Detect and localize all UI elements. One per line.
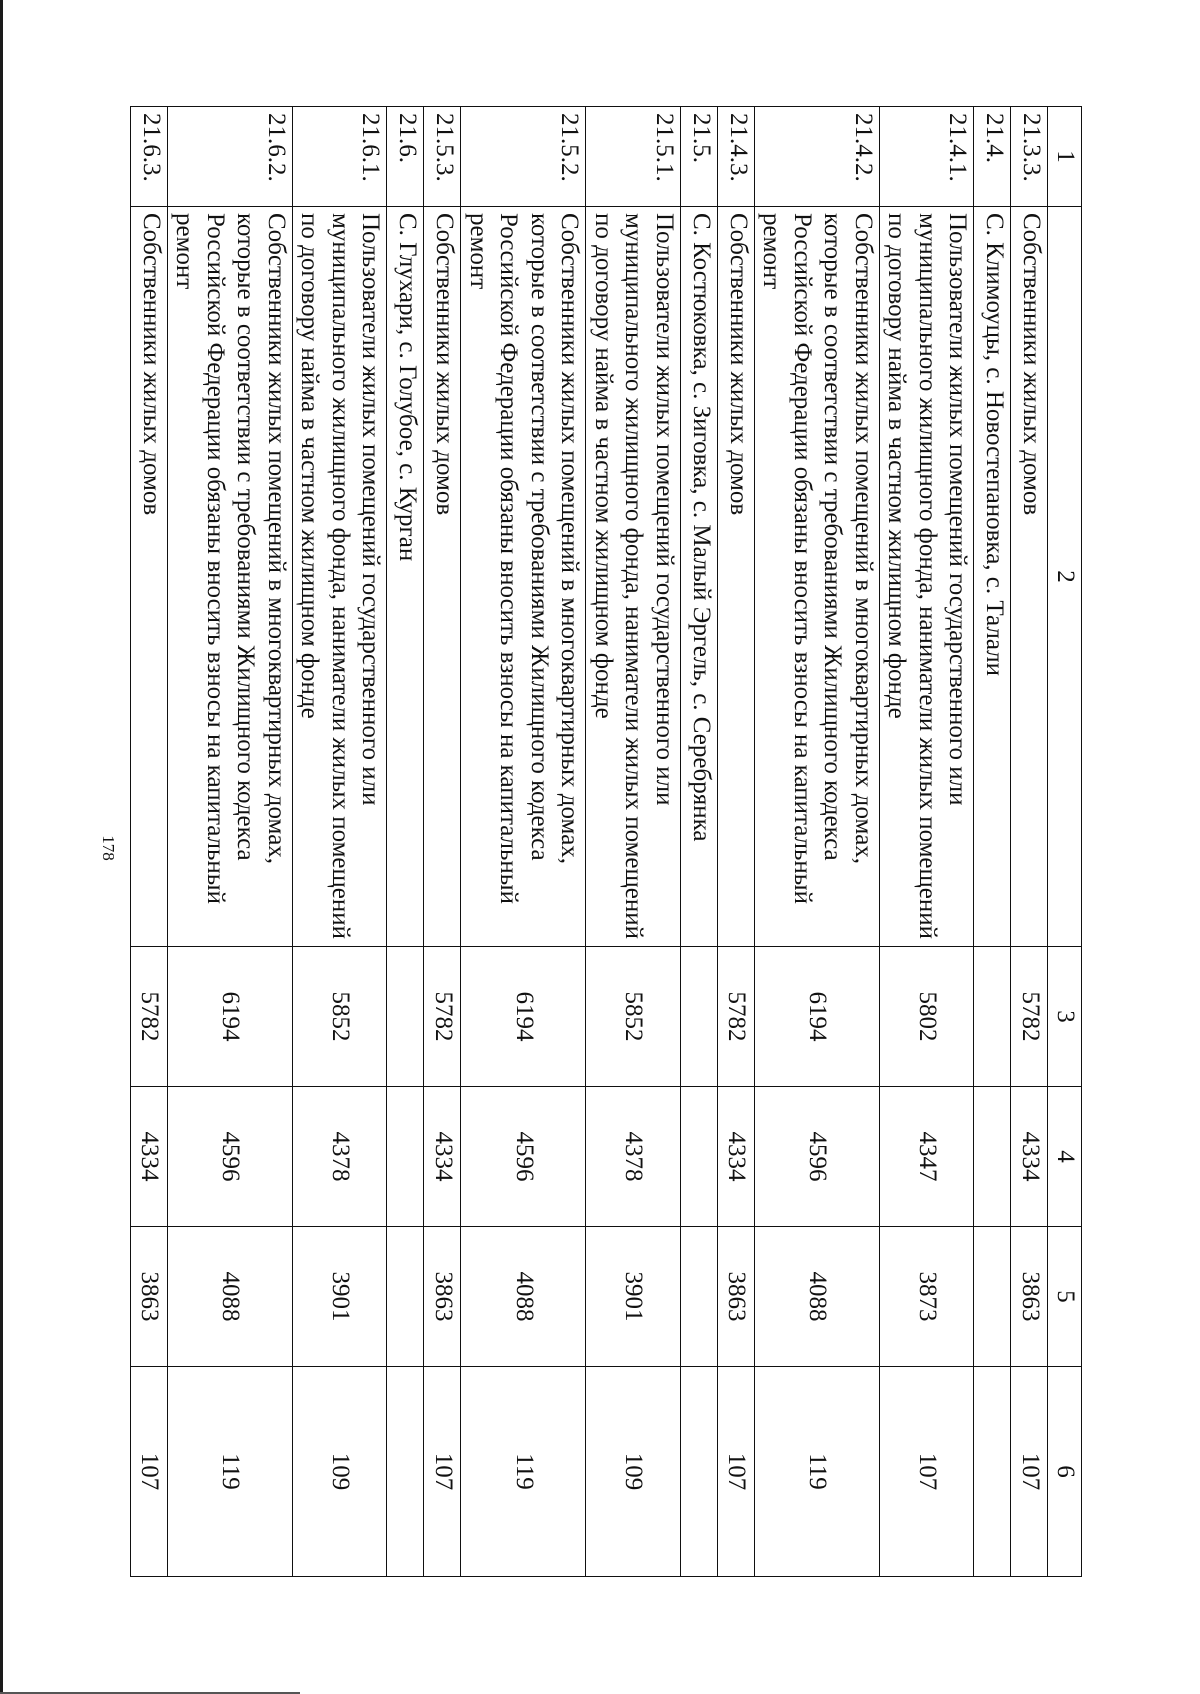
value-col-3 xyxy=(387,947,424,1087)
row-code: 21.6.3. xyxy=(131,107,168,207)
table-row xyxy=(461,107,586,1577)
row-code: 21.6. xyxy=(387,107,424,207)
row-code: 21.6.1. xyxy=(293,107,388,207)
value-col-4: 4347 xyxy=(880,1087,975,1227)
value-col-3: 5782 xyxy=(424,947,461,1087)
value-col-3: 5782 xyxy=(1011,947,1048,1087)
value-col-5 xyxy=(387,1227,424,1367)
table-body xyxy=(131,107,1049,1577)
value-col-4 xyxy=(974,1087,1011,1227)
row-code: 21.5. xyxy=(681,107,718,207)
value-col-4: 4596 xyxy=(168,1087,293,1227)
value-col-6 xyxy=(681,1367,718,1577)
row-description: С. Костюковка, с. Зиговка, с. Малый Эргель, с. Серебрянка xyxy=(681,207,718,947)
value-col-3: 6194 xyxy=(755,947,880,1087)
value-col-3: 5782 xyxy=(718,947,755,1087)
row-code: 21.3.3. xyxy=(1011,107,1048,207)
value-col-4: 4596 xyxy=(461,1087,586,1227)
table-row xyxy=(755,107,880,1577)
value-col-4: 4596 xyxy=(755,1087,880,1227)
table-row xyxy=(974,107,1011,1577)
table-row xyxy=(168,107,293,1577)
row-code: 21.5.1. xyxy=(586,107,681,207)
column-header-1: 1 xyxy=(1048,107,1082,207)
rotated-table-frame xyxy=(136,106,1082,1576)
value-col-6: 119 xyxy=(168,1367,293,1577)
table-row xyxy=(387,107,424,1577)
value-col-6: 119 xyxy=(755,1367,880,1577)
value-col-6: 109 xyxy=(586,1367,681,1577)
row-code: 21.6.2. xyxy=(168,107,293,207)
row-description: Собственники жилых домов xyxy=(718,207,755,947)
value-col-6: 107 xyxy=(718,1367,755,1577)
value-col-4: 4334 xyxy=(424,1087,461,1227)
value-col-6: 109 xyxy=(293,1367,388,1577)
value-col-6: 107 xyxy=(880,1367,975,1577)
row-description: Собственники жилых помещений в многоквартирных домах, которые в соответствии с требованиями Жилищного кодекса Российской Федерации обязаны вносить взносы на капитальный ремонт xyxy=(168,207,293,947)
value-col-5: 4088 xyxy=(461,1227,586,1367)
value-col-3: 5852 xyxy=(293,947,388,1087)
table-row xyxy=(293,107,388,1577)
value-col-3: 5852 xyxy=(586,947,681,1087)
value-col-3: 6194 xyxy=(168,947,293,1087)
value-col-5: 3901 xyxy=(293,1227,388,1367)
value-col-6 xyxy=(387,1367,424,1577)
row-description: Пользователи жилых помещений государственного или муниципального жилищного фонда, наниматели жилых помещений по договору найма в частном жилищном фонде xyxy=(293,207,388,947)
value-col-6: 107 xyxy=(131,1367,168,1577)
value-col-6: 119 xyxy=(461,1367,586,1577)
value-col-6: 107 xyxy=(1011,1367,1048,1577)
row-description: Собственники жилых помещений в многоквартирных домах, которые в соответствии с требованиями Жилищного кодекса Российской Федерации обязаны вносить взносы на капитальный ремонт xyxy=(461,207,586,947)
row-description: Собственники жилых домов xyxy=(1011,207,1048,947)
table-header-row xyxy=(1048,107,1082,1577)
row-code: 21.4.3. xyxy=(718,107,755,207)
value-col-5: 3873 xyxy=(880,1227,975,1367)
value-col-4: 4334 xyxy=(718,1087,755,1227)
value-col-3: 5802 xyxy=(880,947,975,1087)
value-col-4 xyxy=(387,1087,424,1227)
value-col-6 xyxy=(974,1367,1011,1577)
value-col-3 xyxy=(681,947,718,1087)
scan-edge-left xyxy=(0,0,3,1694)
value-col-4: 4378 xyxy=(586,1087,681,1227)
row-description: Пользователи жилых помещений государственного или муниципального жилищного фонда, наниматели жилых помещений по договору найма в частном жилищном фонде xyxy=(880,207,975,947)
value-col-5: 4088 xyxy=(168,1227,293,1367)
value-col-3 xyxy=(974,947,1011,1087)
table-row xyxy=(131,107,168,1577)
value-col-3: 5782 xyxy=(131,947,168,1087)
row-code: 21.4.2. xyxy=(755,107,880,207)
table-row xyxy=(718,107,755,1577)
column-header-2: 2 xyxy=(1048,207,1082,947)
column-header-4: 4 xyxy=(1048,1087,1082,1227)
row-code: 21.5.3. xyxy=(424,107,461,207)
value-col-4: 4334 xyxy=(131,1087,168,1227)
row-description: Собственники жилых домов xyxy=(424,207,461,947)
value-col-5: 3863 xyxy=(718,1227,755,1367)
column-header-3: 3 xyxy=(1048,947,1082,1087)
value-col-4 xyxy=(681,1087,718,1227)
table-row xyxy=(1011,107,1048,1577)
value-col-3: 6194 xyxy=(461,947,586,1087)
row-code: 21.4. xyxy=(974,107,1011,207)
row-description: Пользователи жилых помещений государственного или муниципального жилищного фонда, наниматели жилых помещений по договору найма в частном жилищном фонде xyxy=(586,207,681,947)
value-col-5: 3863 xyxy=(1011,1227,1048,1367)
value-col-5 xyxy=(974,1227,1011,1367)
value-col-4: 4334 xyxy=(1011,1087,1048,1227)
table-row xyxy=(880,107,975,1577)
tariff-table xyxy=(130,106,1082,1577)
row-description: С. Глухари, с. Голубое, с. Курган xyxy=(387,207,424,947)
row-description: Собственники жилых помещений в многоквартирных домах, которые в соответствии с требованиями Жилищного кодекса Российской Федерации обязаны вносить взносы на капитальный ремонт xyxy=(755,207,880,947)
value-col-5 xyxy=(681,1227,718,1367)
value-col-5: 3863 xyxy=(131,1227,168,1367)
table-row xyxy=(424,107,461,1577)
page-number: 178 xyxy=(99,835,118,861)
column-header-5: 5 xyxy=(1048,1227,1082,1367)
table-row xyxy=(681,107,718,1577)
value-col-5: 3863 xyxy=(424,1227,461,1367)
value-col-5: 4088 xyxy=(755,1227,880,1367)
column-header-6: 6 xyxy=(1048,1367,1082,1577)
row-code: 21.5.2. xyxy=(461,107,586,207)
value-col-4: 4378 xyxy=(293,1087,388,1227)
value-col-5: 3901 xyxy=(586,1227,681,1367)
table-row xyxy=(586,107,681,1577)
row-description: С. Климоуцы, с. Новостепановка, с. Талали xyxy=(974,207,1011,947)
row-description: Собственники жилых домов xyxy=(131,207,168,947)
value-col-6: 107 xyxy=(424,1367,461,1577)
row-code: 21.4.1. xyxy=(880,107,975,207)
table-container xyxy=(136,106,1082,1576)
